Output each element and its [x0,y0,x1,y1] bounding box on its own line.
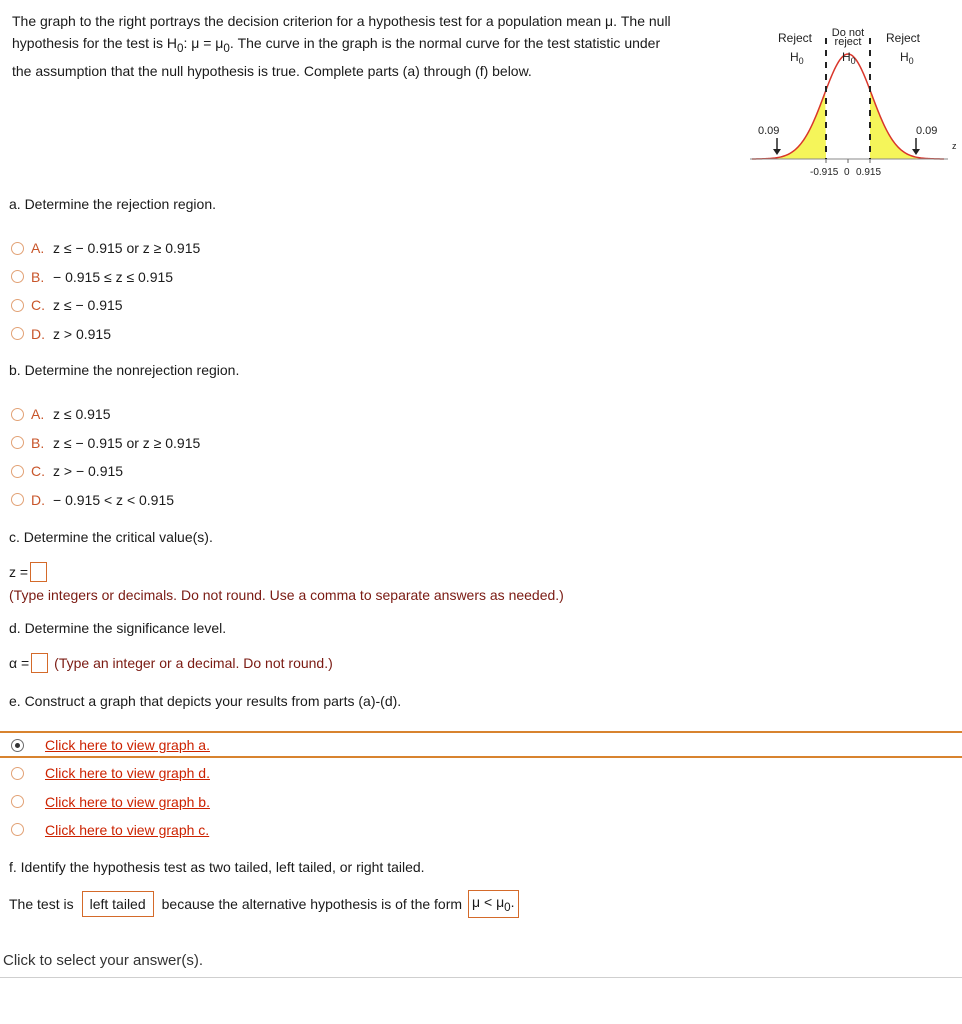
option-text: z ≤ − 0.915 [53,297,123,313]
option-letter: C. [31,297,45,313]
decision-criterion-graph [748,18,962,188]
critical-value-hint: (Type integers or decimals. Do not round. Use a comma to separate answers as needed.) [9,587,564,603]
option-letter: A. [31,406,45,422]
radio-button[interactable] [11,465,24,478]
h0-right-label: $H_0$ [900,50,914,66]
intro-text: the assumption that the null hypothesis is true. Complete parts (a) through (f) below. [12,62,532,79]
graph-choice-2[interactable] [11,763,210,783]
radio-button[interactable] [11,327,24,340]
alternative-form-select[interactable] [468,890,518,918]
option-letter: D. [31,491,45,508]
intro-text: The graph to the right portrays the decision criterion for a hypothesis test for a population mean [12,13,605,29]
reject-left-label: Reject [778,31,813,45]
tick-label-zero: 0 [844,167,850,178]
option-letter: D. [31,325,45,342]
alpha-left-arrowhead [773,149,781,155]
h0-left-label: $H_0$ [790,50,804,66]
rejection-region-option-b[interactable] [11,267,173,287]
radio-button[interactable] [11,299,24,312]
part-a-title: a. Determine the rejection region. [9,196,216,212]
tick-label-right: 0.915 [856,167,882,178]
part-e-title: e. Construct a graph that depicts your results from parts (a)-(d). [9,693,402,709]
option-letter: B. [31,434,45,451]
rejection-region-option-d[interactable] [11,324,111,344]
radio-button[interactable] [11,270,24,283]
part-d-title: d. Determine the significance level. [9,620,227,636]
option-letter: C. [31,463,45,479]
radio-button[interactable] [11,436,24,449]
option-text: z ≤ − 0.915 or z ≥ 0.915 [53,434,201,451]
axis-label: z [952,141,957,151]
view-graph-link[interactable]: Click here to view graph b. [45,793,210,810]
tick-label-left: -0.915 [810,167,839,178]
do-not-label: Do not [831,27,865,39]
intro-text: hypothesis for the test is H [12,35,177,51]
tail-mid-text: because the alternative hypothesis is of the form [161,895,463,912]
nonrejection-region-option-c[interactable] [11,461,123,481]
z-label: z = [9,564,29,580]
tail-type-select[interactable]: left tailed [82,891,154,917]
option-text: z ≤ 0.915 [53,406,111,422]
radio-button[interactable] [11,795,24,808]
part-c-title: c. Determine the critical value(s). [9,529,213,545]
footer-divider [0,977,962,978]
radio-button[interactable] [11,493,24,506]
radio-button[interactable] [11,823,24,836]
significance-hint: (Type an integer or a decimal. Do not round.) [54,655,333,671]
alpha-label: α = [9,655,30,671]
part-b-title: b. Determine the nonrejection region. [9,362,240,378]
nonrejection-region-option-a[interactable] [11,404,111,424]
null-hypothesis: : μ = μ [183,35,224,51]
tail-answer-row [9,890,519,918]
significance-input[interactable] [31,653,48,673]
option-letter: A. [31,240,45,256]
part-f-title: f. Identify the hypothesis test as two tailed, left tailed, or right tailed. [9,859,425,875]
radio-button[interactable] [11,408,24,421]
option-text: z > 0.915 [53,325,111,342]
nonrejection-region-option-b[interactable] [11,433,200,453]
graph-choice-1[interactable] [11,735,210,755]
rejection-region-option-a[interactable] [11,238,200,258]
critical-value-row [9,562,47,582]
alpha-right-arrowhead [912,149,920,155]
question-intro [12,10,732,82]
option-text: z ≤ − 0.915 or z ≥ 0.915 [53,240,201,256]
graph-choice-4[interactable] [11,820,209,840]
alpha-right-label: 0.09 [916,125,938,137]
subscript: 0 [504,900,511,914]
significance-row [9,653,333,673]
option-text: − 0.915 ≤ z ≤ 0.915 [53,268,174,285]
view-graph-link[interactable]: Click here to view graph c. [45,821,210,838]
subscript: 0 [176,41,184,55]
footer-instruction: Click to select your answer(s). [3,952,204,969]
alpha-left-label: 0.09 [758,125,780,137]
mu-symbol: μ [605,13,614,29]
reject-right-label: Reject [886,31,921,45]
alt-form-text: μ < μ [472,894,505,910]
critical-value-input[interactable] [30,562,47,582]
subscript: 0 [223,41,230,55]
radio-button[interactable] [11,242,24,255]
option-letter: B. [31,268,45,285]
tail-pre-text: The test is [9,895,74,912]
alt-form-period: . [510,894,515,910]
normal-curve [752,54,944,159]
view-graph-link[interactable]: Click here to view graph a. [45,737,210,753]
nonrejection-region-option-d[interactable] [11,490,174,510]
view-graph-link[interactable]: Click here to view graph d. [45,765,210,782]
intro-text: . The curve in the graph is the normal curve for the test statistic under [229,35,661,51]
option-text: z > − 0.915 [53,463,124,479]
rejection-region-option-c[interactable] [11,295,123,315]
intro-text: . The null [613,13,671,29]
reject-mid-label: reject [834,36,862,48]
radio-button[interactable] [11,767,24,780]
radio-button[interactable] [11,739,24,752]
h0-mid-label: $H_0$ [842,50,856,66]
graph-choice-3[interactable] [11,792,210,812]
option-text: − 0.915 < z < 0.915 [53,491,175,508]
